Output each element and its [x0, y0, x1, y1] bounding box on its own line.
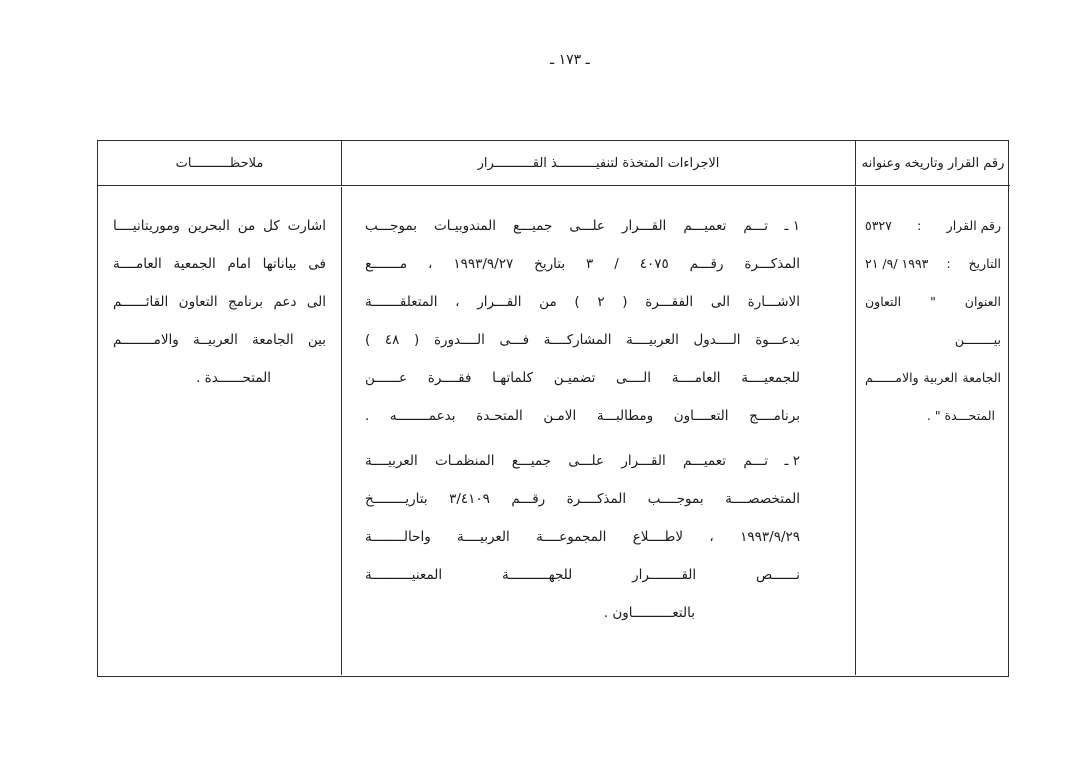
text-line: بدعـــوة الــــدول العربيــــة المشاركــــة فـــى الــــدورة ( ٤٨ ): [365, 332, 800, 348]
text-line: تـــم تعميـــم القـــرار علـــى جميـــع المنظمـات العربيــــة: [365, 453, 768, 469]
decisions-table: [97, 140, 1009, 677]
action-item-1-number: ١ ـ: [784, 218, 800, 234]
text-line: تـــم تعميـــم القـــرار علـــى جميـــع المندوبيـات بموجـــب: [365, 218, 768, 234]
action-item-1-body: [365, 245, 800, 435]
action-item-2: [365, 442, 800, 632]
decision-number-value: ٥٣٢٧: [865, 218, 892, 233]
decision-number-label: رقم القرار: [946, 218, 1001, 233]
notes-cell: [98, 187, 341, 675]
decision-number-row: [865, 207, 1001, 245]
text-line: نــــــص القــــــــرار للجهــــــــــة المعنيــــــــــة: [365, 567, 800, 583]
decision-column-header: رقم القرار وتاريخه وعنوانه: [856, 141, 1010, 186]
decision-date-row: [865, 245, 1001, 283]
text-line: الجامعة العربية والامــــــم: [865, 370, 1001, 385]
text-line: العنوان " التعاون بيــــــــن: [865, 294, 1001, 347]
page-number: ـ ١٧٣ ـ: [550, 52, 590, 68]
text-line: الاشـــارة الى الفقـــرة ( ٢ ) من القـــرار ، المتعلقـــــــة: [365, 294, 800, 310]
text-line: فى بياناتها امام الجمعية العامــــة: [113, 256, 326, 272]
action-item-1: [365, 207, 800, 435]
text-line: المتحــــــدة .: [196, 370, 271, 386]
text-line: اشارت كل من البحرين وموريتانيــــا: [113, 218, 326, 234]
actions-column-header: الاجراءات المتخذة لتنفيــــــــــذ القــــــــــرار: [341, 141, 856, 186]
text-line: الى دعم برنامج التعاون القائــــــم: [113, 294, 326, 310]
text-line: المذكـــرة رقـــم ٤٠٧٥ / ٣ بتاريخ ١٩٩٣/٩/٢٧ ، مـــــــع: [365, 256, 800, 272]
notes-text: [113, 207, 326, 397]
decision-date-colon: :: [946, 256, 951, 271]
text-line: ١٩٩٣/٩/٢٩ ، لاطــــلاع المجموعــــة العربيــــة واحالــــــــة: [365, 529, 800, 545]
text-line: برنامــــج التعــــاون ومطالبـــة الامـن المتحـدة بدعمــــــــه .: [365, 408, 800, 424]
notes-column-header: ملاحظــــــــــات: [98, 141, 341, 186]
text-line: للجمعيــــة العامــــة الــــى تضميـن كلماتهـا فقــــرة عــــــن: [365, 370, 800, 386]
decision-number-colon: :: [917, 218, 922, 233]
action-item-2-first-row: [365, 442, 800, 480]
text-line: بالتعــــــــــاون .: [603, 605, 695, 621]
action-item-1-first-row: [365, 207, 800, 245]
text-line: بين الجامعة العربيــة والامــــــــم: [113, 332, 326, 348]
decision-date-label: التاريخ: [968, 256, 1001, 271]
decision-info-cell: [856, 187, 1010, 675]
decision-title: [865, 283, 1001, 435]
text-line: المتخصصــــة بموجــــب المذكــــرة رقـــم ٣/٤١٠٩ بتاريــــــــخ: [365, 491, 800, 507]
actions-cell: [341, 187, 856, 675]
text-line: المتحـــدة " .: [926, 408, 995, 423]
action-item-2-body: [365, 480, 800, 632]
action-item-2-number: ٢ ـ: [784, 453, 800, 469]
decision-date-value: ١٩٩٣ /٩/ ٢١: [865, 256, 929, 271]
